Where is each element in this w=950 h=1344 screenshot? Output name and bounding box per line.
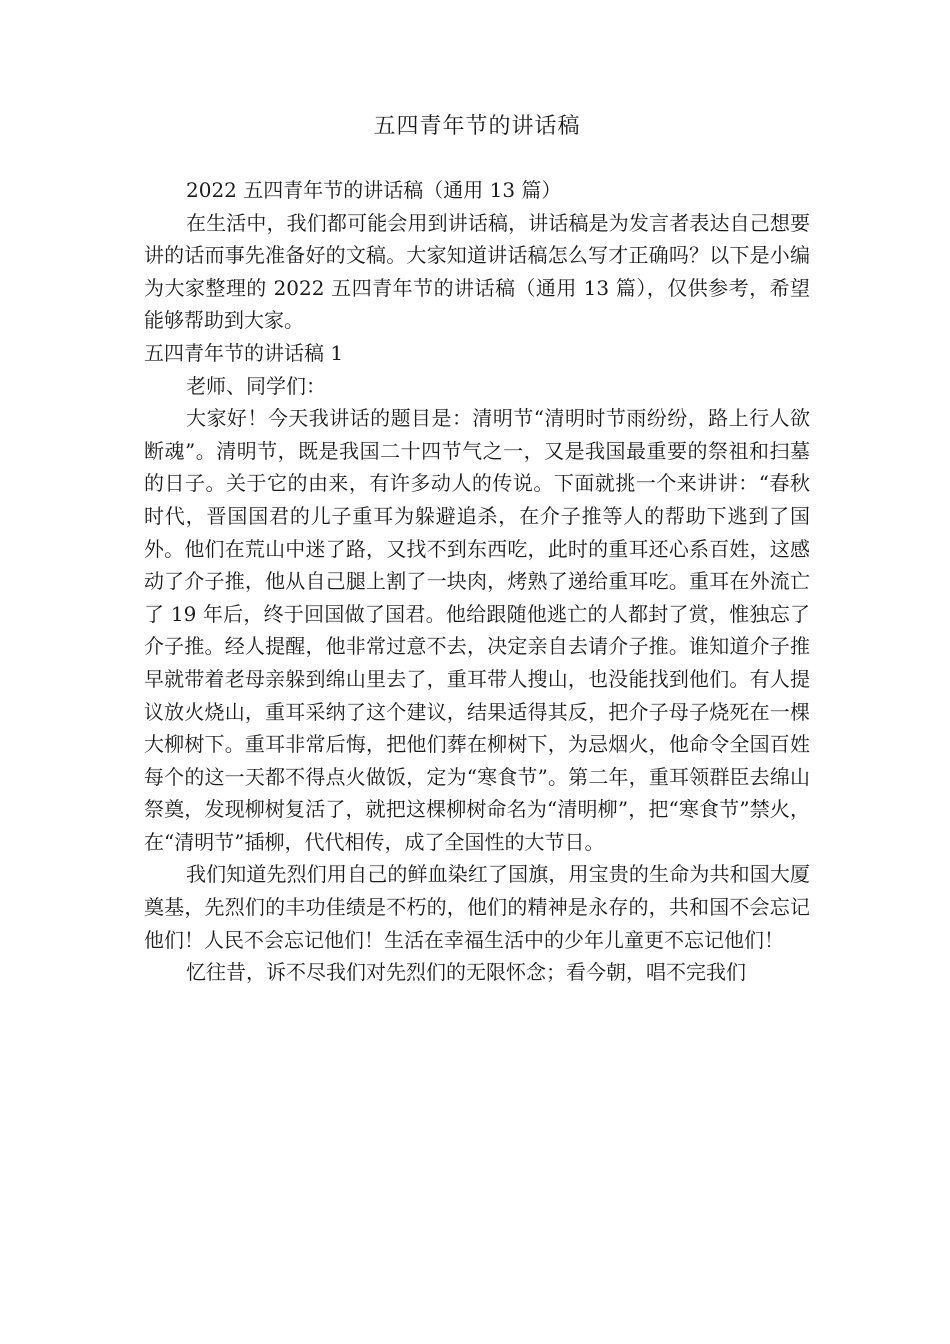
paragraph-martyrs: 我们知道先烈们用自己的鲜血染红了国旗，用宝贵的生命为共和国大厦奠基，先烈们的丰功佳绩是不朽的，他们的精神是永存的，共和国不会忘记他们！人民不会忘记他们！生活在幸福生活中的少年儿童更不忘记他们！	[144, 862, 810, 952]
paragraph-salutation: 老师、同学们：	[186, 373, 326, 398]
paragraph-subtitle: 2022 五四青年节的讲话稿（通用 13 篇）	[186, 178, 562, 202]
section-heading: 五四青年节的讲话稿 1	[144, 340, 344, 365]
paragraph-recollection: 忆往昔，诉不尽我们对先烈们的无限怀念；看今朝，唱不完我们	[186, 960, 746, 985]
document-title: 五四青年节的讲话稿	[373, 114, 581, 139]
document-body	[144, 174, 810, 989]
paragraph-story: 大家好！今天我讲话的题目是：清明节“清明时节雨纷纷，路上行人欲断魂”。清明节，既是我国二十四节气之一，又是我国最重要的祭祖和扫墓的日子。关于它的由来，有许多动人的传说。下面就挑一个来讲讲：“春秋时代，晋国国君的儿子重耳为躲避追杀，在介子推等人的帮助下逃到了国外。他们在荒山中迷了路，又找不到东西吃，此时的重耳还心系百姓，这感动了介子推，他从自己腿上割了一块肉，烤熟了递给重耳吃。重耳在外流亡了 19 年后，终于回国做了国君。他给跟随他逃亡的人都封了赏，惟独忘了介子推。经人提醒，他非常过意不去，决定亲自去请介子推。谁知道介子推早就带着老母亲躲到绵山里去了，重耳带人搜山，也没能找到他们。有人提议放火烧山，重耳采纳了这个建议，结果适得其反，把介子母子烧死在一棵大柳树下。重耳非常后悔，把他们葬在柳树下，为忌烟火，他命令全国百姓每个的这一天都不得点火做饭，定为“寒食节”。第二年，重耳领群臣去绵山祭奠，发现柳树复活了，就把这棵柳树命名为“清明柳”，把“寒食节”禁火，在“清明节”插柳，代代相传，成了全国性的大节日。	[144, 406, 810, 854]
paragraph-intro: 在生活中，我们都可能会用到讲话稿，讲话稿是为发言者表达自己想要讲的话而事先准备好的文稿。大家知道讲话稿怎么写才正确吗？以下是小编为大家整理的 2022 五四青年节的讲话稿（通用 13 篇），仅供参考，希望能够帮助到大家。	[144, 210, 810, 333]
